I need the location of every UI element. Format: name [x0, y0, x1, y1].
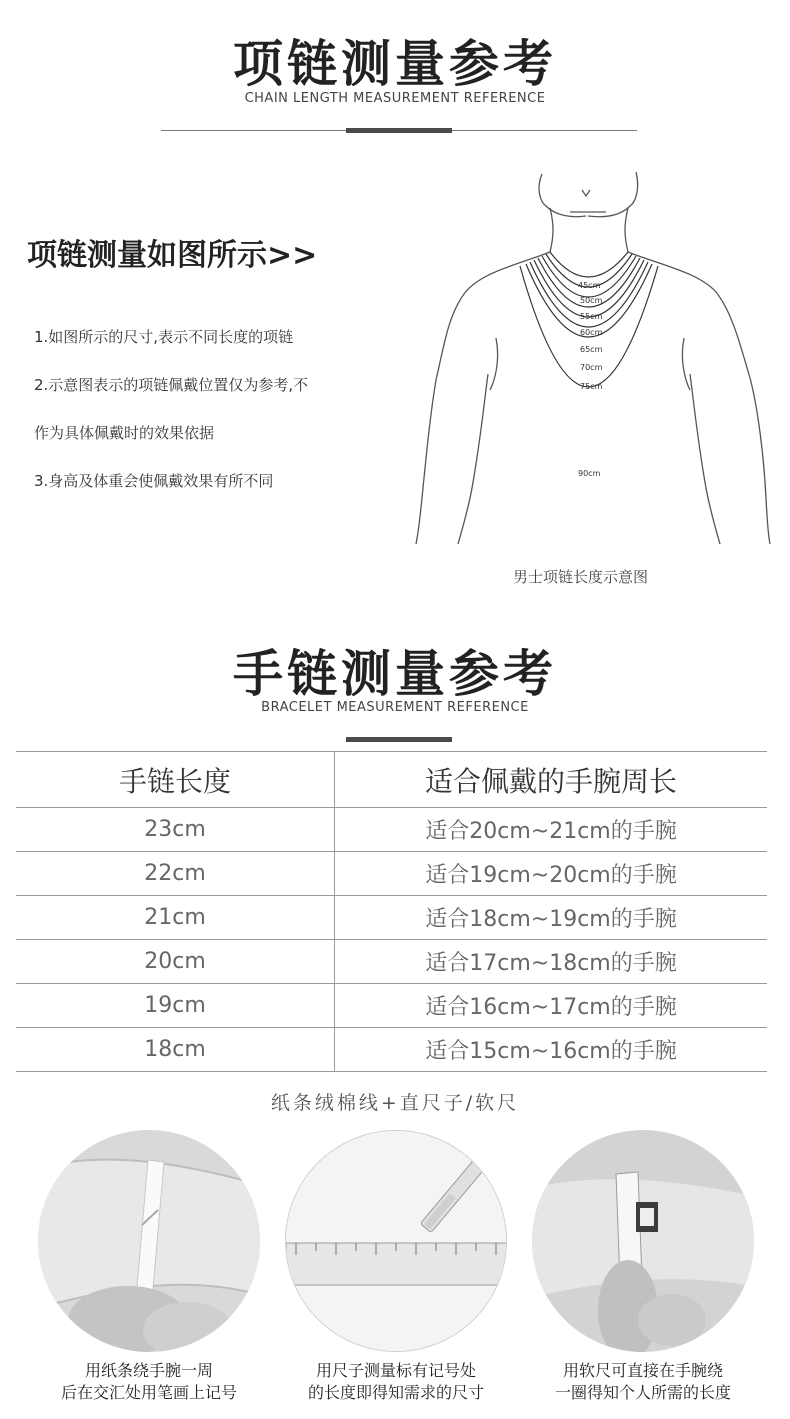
bracelet-title: 手链测量参考	[233, 645, 557, 703]
table-header-row	[16, 752, 767, 808]
cell-fit: 适合18cm~19cm的手腕	[335, 896, 768, 940]
header-wrist-size: 适合佩戴的手腕周长	[335, 752, 768, 808]
table-row	[16, 984, 767, 1028]
paper-strip-photo	[38, 1130, 260, 1352]
length-label-50: 50cm	[580, 296, 603, 305]
cell-length: 18cm	[16, 1028, 335, 1072]
table-row	[16, 1028, 767, 1072]
cell-fit: 适合16cm~17cm的手腕	[335, 984, 768, 1028]
tape-measure-photo	[532, 1130, 754, 1352]
caption-line: 后在交汇处用笔画上记号	[60, 1383, 237, 1402]
caption-line: 用软尺可直接在手腕绕	[562, 1361, 723, 1380]
cell-fit: 适合15cm~16cm的手腕	[335, 1028, 768, 1072]
caption-line: 的长度即得知需求的尺寸	[307, 1383, 484, 1402]
cell-length: 19cm	[16, 984, 335, 1028]
length-label-45: 45cm	[578, 281, 601, 290]
length-label-90: 90cm	[578, 469, 601, 478]
torso-diagram	[410, 168, 780, 548]
table-row	[16, 940, 767, 984]
cell-fit: 适合17cm~18cm的手腕	[335, 940, 768, 984]
table-row	[16, 896, 767, 940]
note-line-1: 1.如图所示的尺寸,表示不同长度的项链	[34, 328, 294, 346]
cell-length: 22cm	[16, 852, 335, 896]
length-label-65: 65cm	[580, 345, 603, 354]
cell-length: 20cm	[16, 940, 335, 984]
table-row	[16, 852, 767, 896]
caption-line: 一圈得知个人所需的长度	[554, 1383, 731, 1402]
necklace-subtitle: CHAIN LENGTH MEASUREMENT REFERENCE	[244, 91, 546, 106]
method-caption-3	[513, 1360, 773, 1404]
note-line-2: 2.示意图表示的项链佩戴位置仅为参考,不	[34, 376, 309, 394]
cell-fit: 适合19cm~20cm的手腕	[335, 852, 768, 896]
necklace-sub-heading: 项链测量如图所示>>	[27, 238, 318, 273]
divider-accent	[346, 737, 452, 742]
bracelet-subtitle: BRACELET MEASUREMENT REFERENCE	[261, 700, 529, 715]
caption-line: 用尺子测量标有记号处	[315, 1361, 476, 1380]
length-label-70: 70cm	[580, 363, 603, 372]
necklace-title: 项链测量参考	[233, 35, 557, 93]
cell-length: 21cm	[16, 896, 335, 940]
method-caption-2	[266, 1360, 526, 1404]
method-caption-1	[19, 1360, 279, 1404]
cell-length: 23cm	[16, 808, 335, 852]
caption-line: 用纸条绕手腕一周	[84, 1361, 213, 1380]
note-line-4: 3.身高及体重会使佩戴效果有所不同	[34, 472, 274, 490]
length-label-60: 60cm	[580, 328, 603, 337]
diagram-caption: 男士项链长度示意图	[513, 568, 649, 586]
tools-label: 纸条绒棉线+直尺子/软尺	[270, 1092, 520, 1114]
cell-fit: 适合20cm~21cm的手腕	[335, 808, 768, 852]
bracelet-size-table	[16, 751, 767, 1072]
divider-accent	[346, 128, 452, 133]
header-bracelet-length: 手链长度	[16, 752, 335, 808]
table-row	[16, 808, 767, 852]
length-label-55: 55cm	[580, 312, 603, 321]
length-label-75: 75cm	[580, 382, 603, 391]
ruler-photo	[285, 1130, 507, 1352]
note-line-3: 作为具体佩戴时的效果依据	[34, 424, 215, 442]
